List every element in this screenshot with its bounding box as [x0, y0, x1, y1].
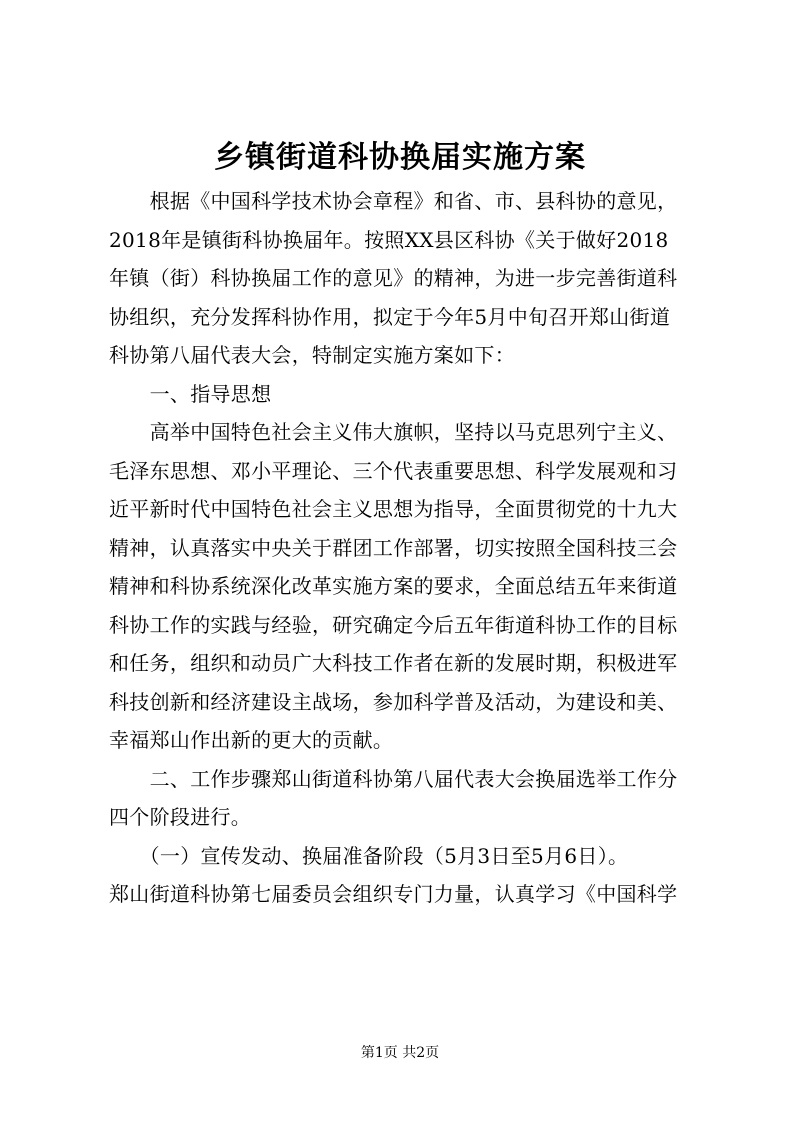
body-line: 科协工作的实践与经验，研究确定今后五年街道科协工作的目标: [109, 613, 678, 637]
body-line: 根据《中国科学技术协会章程》和省、市、县科协的意见，: [109, 189, 678, 213]
body-line: 精神和科协系统深化改革实施方案的要求，全面总结五年来街道: [109, 574, 678, 598]
section-heading: 二、工作步骤郑山街道科协第八届代表大会换届选举工作分: [109, 767, 678, 791]
body-line: 高举中国特色社会主义伟大旗帜，坚持以马克思列宁主义、: [109, 420, 678, 444]
body-line: 协组织，充分发挥科协作用，拟定于今年5月中旬召开郑山街道: [109, 305, 671, 329]
body-line: 四个阶段进行。: [109, 805, 252, 829]
body-line: 2018年是镇街科协换届年。按照XX县区科协《关于做好2018: [109, 228, 669, 252]
document-title: 乡镇街道科协换届实施方案: [214, 140, 586, 175]
body-line: 郑山街道科协第七届委员会组织专门力量，认真学习《中国科学: [109, 882, 678, 906]
body-line: 近平新时代中国特色社会主义思想为指导，全面贯彻党的十九大: [109, 497, 678, 521]
section-heading: 一、指导思想: [109, 382, 272, 406]
body-line: 毛泽东思想、邓小平理论、三个代表重要思想、科学发展观和习: [109, 459, 678, 483]
body-line: 年镇（街）科协换届工作的意见》的精神，为进一步完善街道科: [109, 266, 678, 290]
page-footer: 第1页 共2页: [360, 1045, 440, 1061]
subsection-heading: （一）宣传发动、换届准备阶段（5月3日至5月6日）。: [109, 844, 629, 868]
body-line: 和任务，组织和动员广大科技工作者在新的发展时期，积极进军: [109, 651, 678, 675]
body-line: 幸福郑山作出新的更大的贡献。: [109, 728, 394, 752]
body-line: 精神，认真落实中央关于群团工作部署，切实按照全国科技三会: [109, 536, 678, 560]
body-line: 科技创新和经济建设主战场，参加科学普及活动，为建设和美、: [109, 690, 678, 714]
body-line: 科协第八届代表大会，特制定实施方案如下：: [109, 343, 515, 367]
